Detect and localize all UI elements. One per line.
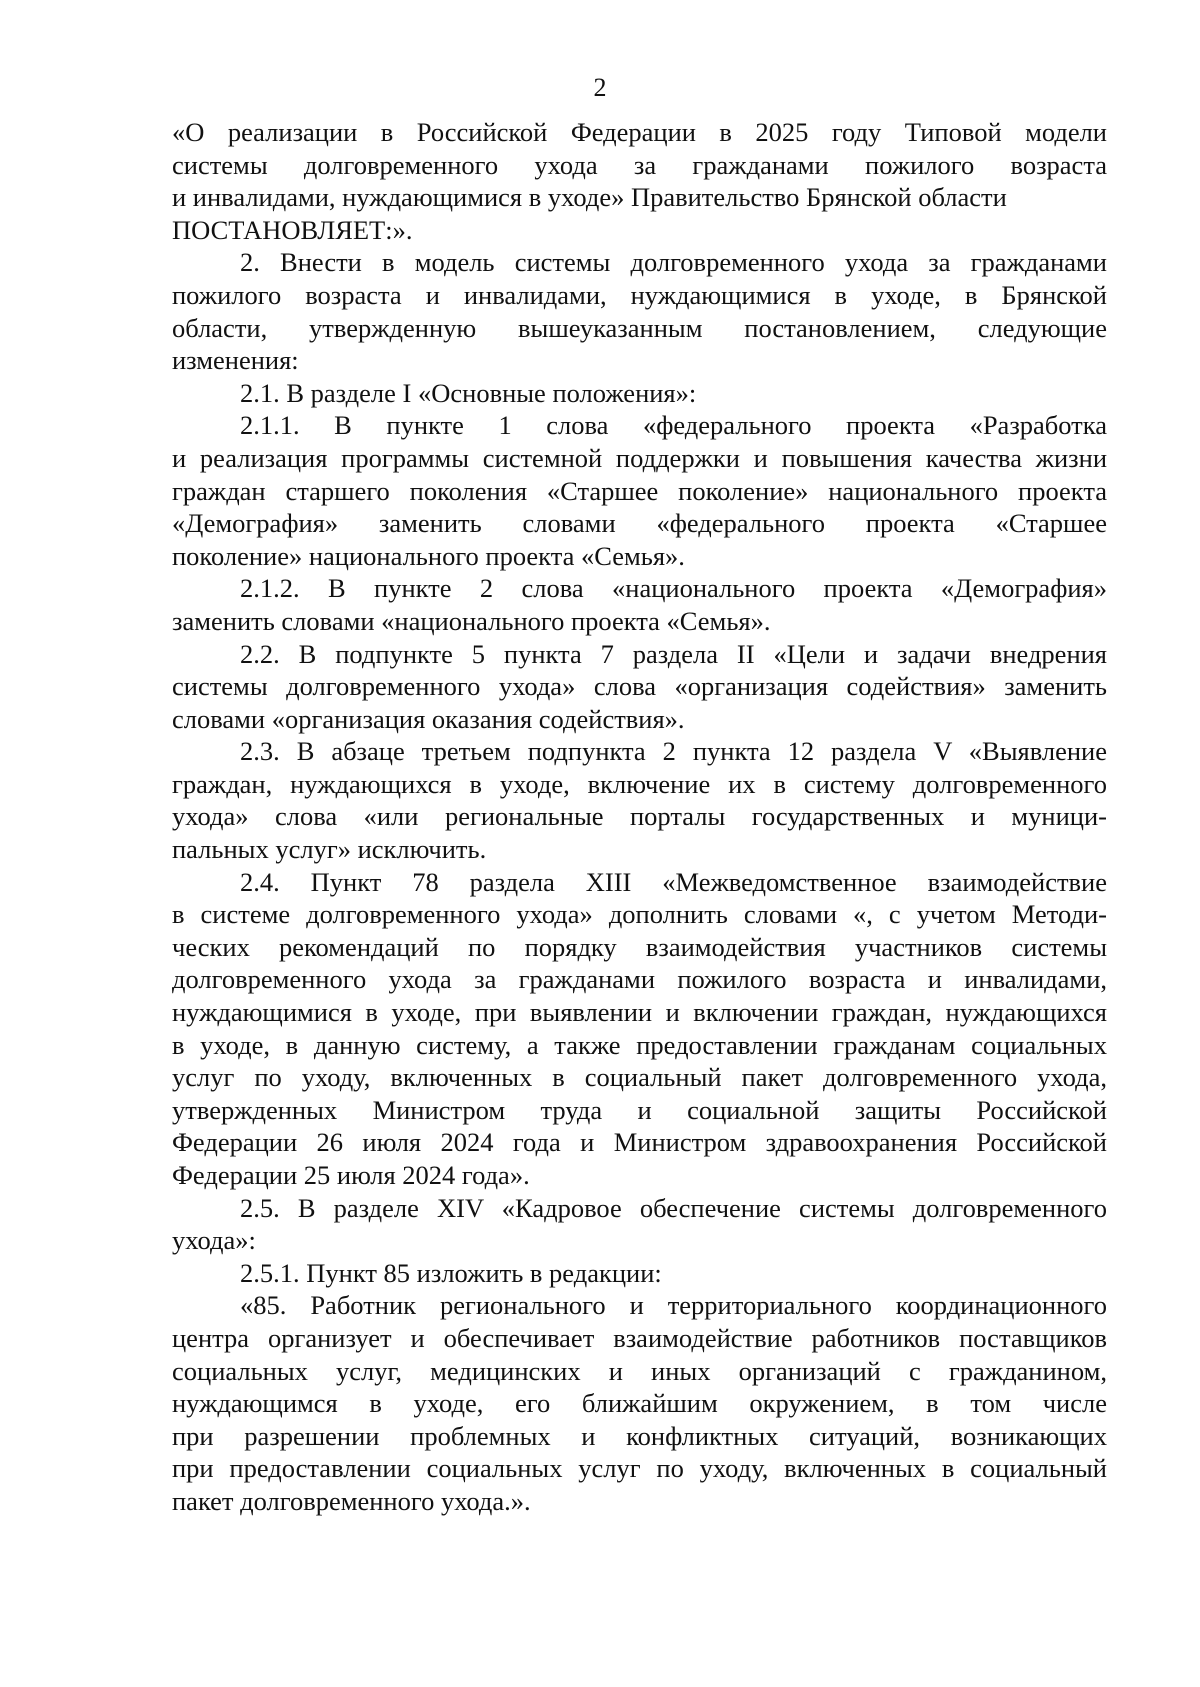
text-line: пожилого возраста и инвалидами, нуждающимися в уходе, в Брянской xyxy=(172,279,1107,310)
text-line: заменить словами «национального проекта «Семья». xyxy=(172,605,771,636)
text-line: услуг по уходу, включенных в социальный пакет долговременного ухода, xyxy=(172,1062,1107,1093)
text-line: социальных услуг, медицинских и иных организаций с гражданином, xyxy=(172,1355,1107,1386)
text-line: Федерации 26 июля 2024 года и Министром здравоохранения Российской xyxy=(172,1127,1107,1158)
text-line: «О реализации в Российской Федерации в 2025 году Типовой модели xyxy=(172,117,1107,147)
text-line: долговременного ухода за гражданами пожилого возраста и инвалидами, xyxy=(172,964,1107,995)
text-line: при предоставлении социальных услуг по уходу, включенных в социальный xyxy=(172,1453,1107,1484)
text-line: и реализация программы системной поддержки и повышения качества жизни xyxy=(172,442,1107,473)
document-body xyxy=(172,116,1107,1518)
text-line: 2.3. В абзаце третьем подпункта 2 пункта 12 раздела V «Выявление xyxy=(240,736,1107,767)
text-line: граждан старшего поколения «Старшее поколение» национального проекта xyxy=(172,475,1107,506)
text-line: 2.2. В подпункте 5 пункта 7 раздела II «Цели и задачи внедрения xyxy=(240,638,1107,669)
text-line: системы долговременного ухода» слова «организация содействия» заменить xyxy=(172,671,1107,702)
text-line: «85. Работник регионального и территориального координационного xyxy=(240,1290,1107,1321)
text-line: ческих рекомендаций по порядку взаимодействия участников системы xyxy=(172,931,1107,962)
text-line: ухода»: xyxy=(172,1225,256,1256)
text-line: утвержденных Министром труда и социальной защиты Российской xyxy=(172,1094,1107,1125)
text-line: Федерации 25 июля 2024 года». xyxy=(172,1160,530,1190)
text-line: граждан, нуждающихся в уходе, включение их в систему долговременного xyxy=(172,768,1107,799)
text-line: ПОСТАНОВЛЯЕТ:». xyxy=(172,214,413,245)
text-line: словами «организация оказания содействия». xyxy=(172,703,685,734)
text-line: в уходе, в данную систему, а также предоставлении гражданам социальных xyxy=(172,1029,1107,1060)
text-line: изменения: xyxy=(172,345,299,376)
text-line: 2.1. В разделе I «Основные положения»: xyxy=(240,377,697,408)
text-line: нуждающимся в уходе, его ближайшим окружением, в том числе xyxy=(172,1388,1107,1419)
text-line: 2.5.1. Пункт 85 изложить в редакции: xyxy=(240,1257,662,1288)
text-line: поколение» национального проекта «Семья». xyxy=(172,540,685,571)
text-line: области, утвержденную вышеуказанным постановлением, следующие xyxy=(172,312,1107,343)
text-line: пальных услуг» исключить. xyxy=(172,834,487,865)
text-line: 2.1.2. В пункте 2 слова «национального проекта «Демография» xyxy=(240,573,1107,604)
text-line: пакет долговременного ухода.». xyxy=(172,1485,531,1516)
text-line: и инвалидами, нуждающимися в уходе» Правительство Брянской области xyxy=(172,182,1007,213)
text-line: системы долговременного ухода за гражданами пожилого возраста xyxy=(172,149,1107,180)
text-line: при разрешении проблемных и конфликтных ситуаций, возникающих xyxy=(172,1420,1107,1451)
text-line: 2.5. В разделе XIV «Кадровое обеспечение системы долговременного xyxy=(240,1192,1107,1223)
text-line: центра организует и обеспечивает взаимодействие работников поставщиков xyxy=(172,1322,1107,1353)
text-line: 2.4. Пункт 78 раздела XIII «Межведомственное взаимодействие xyxy=(240,866,1107,897)
text-line: нуждающимися в уходе, при выявлении и включении граждан, нуждающихся xyxy=(172,997,1107,1028)
text-line: 2.1.1. В пункте 1 слова «федерального проекта «Разработка xyxy=(240,410,1107,441)
text-line: ухода» слова «или региональные порталы государственных и муници- xyxy=(172,801,1107,832)
text-line: 2. Внести в модель системы долговременного ухода за гражданами xyxy=(240,247,1107,278)
page-number: 2 xyxy=(593,73,607,102)
text-line: «Демография» заменить словами «федерального проекта «Старшее xyxy=(172,508,1107,539)
text-line: в системе долговременного ухода» дополнить словами «, с учетом Методи- xyxy=(172,899,1107,930)
